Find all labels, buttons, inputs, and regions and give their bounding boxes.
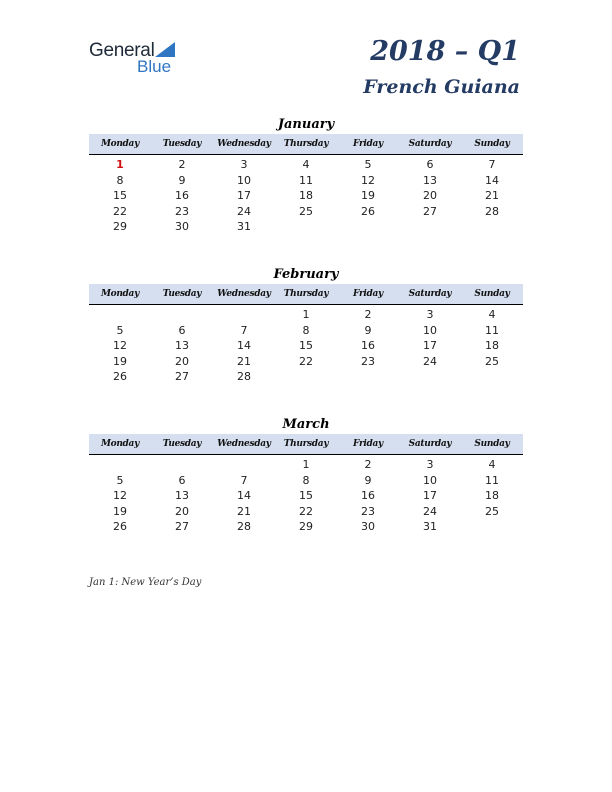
day-cell: 14 [237,489,251,502]
holiday-note: Jan 1: New Year’s Day [89,577,202,588]
day-cell: 13 [175,489,189,502]
weekday-header: Friday [353,439,383,449]
day-cell: 26 [361,204,375,218]
day-cell: 26 [113,520,127,533]
week-row [89,323,523,339]
day-cell: 25 [485,504,499,518]
day-cell: 5 [364,158,372,171]
day-cell: 12 [113,489,127,502]
week-row [89,188,523,204]
week-row [89,338,523,354]
day-cell [399,219,461,235]
weekday-header: Tuesday [162,439,202,449]
page-title: 2018 – Q1 [370,36,520,67]
day-cell: 29 [113,220,127,233]
day-cell: 24 [237,204,251,218]
day-cell: 12 [361,173,375,187]
day-cell: 15 [299,339,313,352]
day-cell: 27 [175,520,189,533]
weekday-header: Saturday [408,439,452,449]
day-cell: 3 [240,158,248,171]
day-cell: 29 [299,520,313,533]
weekday-header: Friday [353,289,383,299]
day-cell: 13 [175,339,189,352]
day-cell: 14 [485,173,499,187]
day-cell [337,219,399,235]
day-cell: 27 [175,370,189,383]
day-cell: 15 [299,489,313,502]
weekday-header: Saturday [408,139,452,149]
weekday-header: Sunday [474,139,510,149]
day-cell: 28 [237,370,251,383]
day-cell: 13 [423,173,437,187]
day-cell: 8 [302,323,310,337]
day-cell: 16 [361,489,375,502]
day-cell: 4 [488,308,496,321]
weekday-header-row [89,434,523,455]
weekday-header: Monday [100,139,140,149]
day-cell [461,369,523,385]
day-cell: 18 [299,189,313,202]
week-row [89,519,523,535]
day-cell: 7 [240,323,248,337]
day-cell: 1 [116,158,124,171]
day-cell: 11 [485,473,499,487]
day-cell: 8 [302,473,310,487]
day-cell [337,369,399,385]
weekday-header: Saturday [408,289,452,299]
day-cell: 18 [485,489,499,502]
day-cell: 19 [361,189,375,202]
day-cell: 22 [299,504,313,518]
day-cell: 9 [364,473,372,487]
day-cell: 30 [361,520,375,533]
month-january [89,116,523,235]
weekday-header-row [89,284,523,305]
day-cell: 16 [361,339,375,352]
day-cell: 11 [485,323,499,337]
logo-text-blue: Blue [137,57,172,76]
day-cell [461,219,523,235]
day-cell: 23 [175,204,189,218]
day-cell: 25 [299,204,313,218]
day-cell: 5 [116,323,124,337]
day-cell: 12 [113,339,127,352]
day-cell: 26 [113,370,127,383]
weekday-header: Sunday [474,439,510,449]
day-cell: 6 [178,473,186,487]
logo-triangle-icon [155,42,175,57]
week-row [89,369,523,385]
weekday-header: Monday [100,289,140,299]
day-cell: 22 [299,354,313,368]
day-cell: 8 [116,173,124,187]
week-row [89,457,523,473]
week-row [89,219,523,235]
day-cell: 14 [237,339,251,352]
day-cell [399,369,461,385]
weekday-header: Thursday [283,139,329,149]
day-cell: 1 [302,308,310,321]
day-cell: 19 [113,504,127,518]
day-cell: 6 [178,323,186,337]
day-cell: 2 [178,158,186,171]
weekday-header: Wednesday [217,439,271,449]
weekday-header-row [89,134,523,155]
day-cell [89,307,151,323]
weekday-header: Thursday [283,289,329,299]
day-cell: 2 [364,458,372,471]
weekday-header: Tuesday [162,139,202,149]
day-cell: 10 [237,173,251,187]
day-cell: 2 [364,308,372,321]
day-cell: 11 [299,173,313,187]
weekday-header: Sunday [474,289,510,299]
generalblue-logo [89,40,189,80]
weekday-header: Friday [353,139,383,149]
day-cell: 6 [426,158,434,171]
month-name: February [273,267,339,282]
day-cell: 28 [485,204,499,218]
day-cell: 10 [423,323,437,337]
day-cell [275,219,337,235]
day-cell [461,519,523,535]
day-cell: 3 [426,458,434,471]
day-cell: 24 [423,354,437,368]
week-row [89,173,523,189]
week-row [89,473,523,489]
day-cell: 21 [237,354,251,368]
day-cell: 10 [423,473,437,487]
day-cell: 31 [423,520,437,533]
month-name: March [282,417,330,432]
day-cell: 3 [426,308,434,321]
month-february [89,266,523,385]
month-name: January [277,117,335,132]
day-cell: 23 [361,354,375,368]
day-cell: 4 [488,458,496,471]
day-cell: 31 [237,220,251,233]
day-cell: 27 [423,204,437,218]
week-row [89,307,523,323]
day-cell: 28 [237,520,251,533]
page-subtitle: French Guiana [363,76,520,98]
day-cell [151,307,213,323]
day-cell: 5 [116,473,124,487]
day-cell: 21 [237,504,251,518]
day-cell: 9 [364,323,372,337]
day-cell [213,307,275,323]
day-cell: 17 [423,489,437,502]
day-cell: 17 [237,189,251,202]
week-row [89,504,523,520]
day-cell: 15 [113,189,127,202]
day-cell: 24 [423,504,437,518]
day-cell [213,457,275,473]
day-cell [151,457,213,473]
day-cell: 7 [488,158,496,171]
weekday-header: Wednesday [217,139,271,149]
day-cell: 20 [175,354,189,368]
day-cell: 25 [485,354,499,368]
day-cell: 16 [175,189,189,202]
day-cell: 23 [361,504,375,518]
day-cell: 18 [485,339,499,352]
weekday-header: Monday [100,439,140,449]
weekday-header: Wednesday [217,289,271,299]
day-cell [89,457,151,473]
day-cell: 21 [485,189,499,202]
day-cell: 1 [302,458,310,471]
day-cell [275,369,337,385]
day-cell: 17 [423,339,437,352]
day-cell: 7 [240,473,248,487]
weekday-header: Thursday [283,439,329,449]
week-row [89,204,523,220]
day-cell: 20 [175,504,189,518]
weekday-header: Tuesday [162,289,202,299]
week-row [89,157,523,173]
day-cell: 30 [175,220,189,233]
day-cell: 9 [178,173,186,187]
logo-text-general: General [89,40,155,61]
day-cell: 4 [302,158,310,171]
day-cell: 22 [113,204,127,218]
week-row [89,488,523,504]
week-row [89,354,523,370]
day-cell: 20 [423,189,437,202]
day-cell: 19 [113,354,127,368]
month-march [89,416,523,535]
